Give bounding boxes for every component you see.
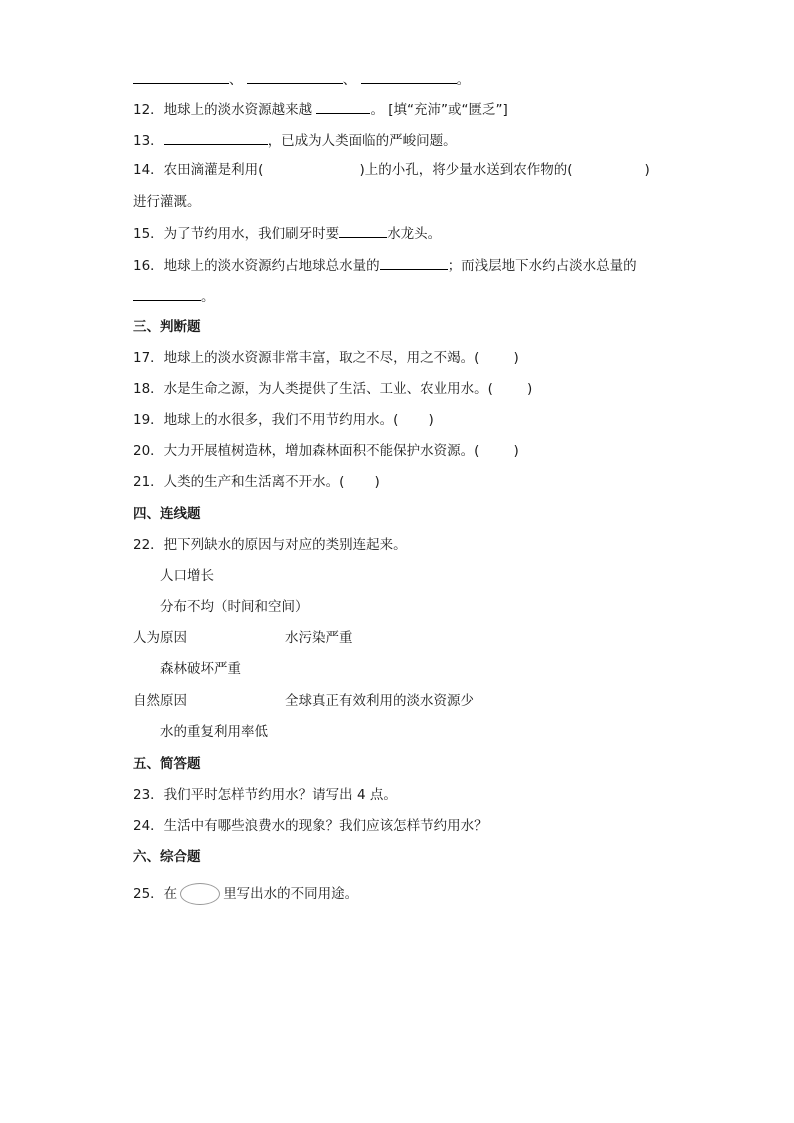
question-25: 25．在 里写出水的不同用途。 <box>133 883 358 905</box>
answer-blank[interactable] <box>247 70 343 84</box>
match-category[interactable]: 自然原因 <box>133 693 187 709</box>
section-heading-comprehensive: 六、综合题 <box>133 849 201 865</box>
match-category-row <box>133 692 187 710</box>
answer-blank[interactable] <box>133 70 229 84</box>
match-item[interactable]: 人口增长 <box>160 568 214 584</box>
question-18: 18．水是生命之源，为人类提供了生活、工业、农业用水。( ) <box>133 381 533 397</box>
question-17: 17．地球上的淡水资源非常丰富，取之不尽，用之不竭。( ) <box>133 350 519 366</box>
answer-oval[interactable] <box>180 883 220 905</box>
answer-blank[interactable] <box>361 70 457 84</box>
question-14: 14．农田滴灌是利用( )上的小孔，将少量水送到农作物的( ) <box>133 162 650 178</box>
question-24: 24．生活中有哪些浪费水的现象？我们应该怎样节约用水？ <box>133 818 488 834</box>
answer-blank[interactable] <box>339 224 387 238</box>
question-23: 23．我们平时怎样节约用水？请写出 4 点。 <box>133 787 397 803</box>
match-item[interactable]: 水污染严重 <box>285 630 353 646</box>
answer-blank[interactable] <box>316 100 370 114</box>
match-category[interactable]: 人为原因 <box>133 630 187 646</box>
question-16: 16．地球上的淡水资源约占地球总水量的 ；而浅层地下水约占淡水总量的 <box>133 258 637 274</box>
question-14-line2: 进行灌溉。 <box>133 194 201 210</box>
match-item[interactable]: 森林破坏严重 <box>160 661 241 677</box>
match-item[interactable]: 分布不均（时间和空间） <box>160 599 309 615</box>
question-12: 12．地球上的淡水资源越来越 。 [填“充沛”或“匮乏”] <box>133 102 508 118</box>
q11-blanks: 、 、 。 <box>133 70 470 89</box>
section-heading-short-answer: 五、简答题 <box>133 756 201 772</box>
match-item[interactable]: 全球真正有效利用的淡水资源少 <box>285 693 474 709</box>
question-13: 13． ，已成为人类面临的严峻问题。 <box>133 133 457 149</box>
question-19: 19．地球上的水很多，我们不用节约用水。( ) <box>133 412 434 428</box>
section-heading-judge: 三、判断题 <box>133 319 201 335</box>
question-15: 15．为了节约用水，我们刷牙时要 水龙头。 <box>133 226 442 242</box>
question-16-line2: 。 <box>133 287 215 306</box>
question-20: 20．大力开展植树造林，增加森林面积不能保护水资源。( ) <box>133 443 519 459</box>
match-category-row <box>133 629 187 647</box>
match-item[interactable]: 水的重复利用率低 <box>160 724 268 740</box>
section-heading-matching: 四、连线题 <box>133 506 201 522</box>
answer-blank[interactable] <box>164 131 268 145</box>
answer-blank[interactable] <box>133 287 201 301</box>
answer-blank[interactable] <box>380 256 448 270</box>
question-22: 22．把下列缺水的原因与对应的类别连起来。 <box>133 537 407 553</box>
question-21: 21．人类的生产和生活离不开水。( ) <box>133 474 380 490</box>
